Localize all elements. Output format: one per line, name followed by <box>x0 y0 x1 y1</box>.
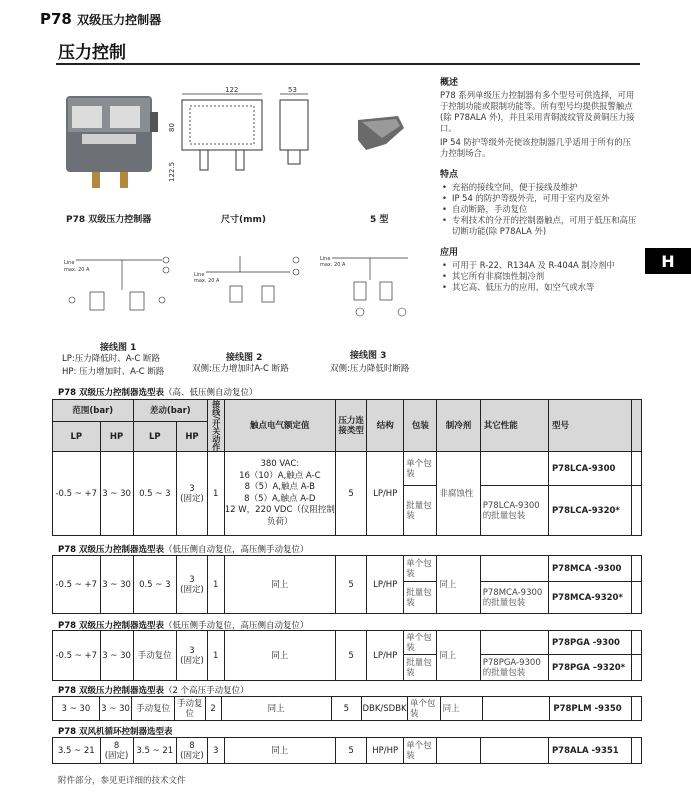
list-item: • 可用于 R-22、R134A 及 R-404A 制冷剂中 <box>440 260 638 271</box>
model-number[interactable]: P78LCA-9300 <box>548 452 631 486</box>
caption-dims: 尺寸(mm) <box>221 215 266 225</box>
svg-text:max. 20 A: max. 20 A <box>64 267 90 273</box>
svg-text:Line: Line <box>320 256 331 262</box>
wiring1-line-b: HP: 压力增加时、A-C 断路 <box>62 367 165 377</box>
col-conn: 压力连接类型 <box>336 400 367 452</box>
svg-text:Line: Line <box>64 260 75 266</box>
apps-heading: 应用 <box>440 248 459 258</box>
section-title: 压力控制 <box>58 43 126 63</box>
section-tab-h[interactable]: H <box>645 248 691 274</box>
table-row: 批量包装 P78LCA-9300 的批量包装 P78LCA-9320* <box>53 486 642 536</box>
list-item: • 专利技术的分开的控制器触点，可用于低压和高压切断功能(除 P78ALA 外) <box>440 215 638 237</box>
table-row: 批量包装 P78MCA-9300 的批量包装 P78MCA-9320* <box>53 582 642 614</box>
wiring3-line-a: 双侧:压力降低时断路 <box>330 364 410 374</box>
table-row: 批量包装 P78PGA-9300 的批量包装 P78PGA –9320* <box>53 655 642 681</box>
header-rule <box>56 63 640 65</box>
table-row: 3 ~ 30 3 ~ 30 手动复位 手动复位 2 同上 5 DBK/SDBK 单个包装 同上 P78PLM -9350 <box>53 697 642 721</box>
wiring1-line-a: LP:压力降低时、A-C 断路 <box>62 354 161 364</box>
selection-table-2 <box>52 555 642 614</box>
wiring3-title: 接线图 3 <box>350 351 387 361</box>
col-other: 其它性能 <box>480 400 548 452</box>
table5-title: P78 双风机循环控制器选型表 <box>58 727 173 737</box>
footer-note: 附件部分，参见更详细的技术文件 <box>58 776 186 786</box>
svg-text:max. 20 A: max. 20 A <box>194 278 220 284</box>
model-number[interactable]: P78MCA-9320* <box>548 582 631 614</box>
col-rating: 触点电气额定值 <box>224 400 336 452</box>
table4-title: P78 双级压力控制器选型表（2 个高压手动复位） <box>58 686 249 696</box>
selection-table-3 <box>52 630 642 681</box>
table-row: -0.5 ~ +7 3 ~ 30 手动复位 3 (固定) 1 同上 5 LP/HP 单个包装 同上 P78PGA -9300 <box>53 631 642 655</box>
wiring1-title: 接线图 1 <box>100 343 137 353</box>
type5-fitting <box>352 110 412 160</box>
svg-text:Line: Line <box>194 272 205 278</box>
caption-type5: 5 型 <box>370 215 389 225</box>
model-number[interactable]: P78ALA -9351 <box>548 738 631 764</box>
model-title: P78 双级压力控制器 <box>40 10 162 28</box>
col-range: 范围(bar) <box>53 400 134 422</box>
col-model: 型号 <box>548 400 631 452</box>
model-number[interactable]: P78MCA -9300 <box>548 556 631 582</box>
table-row: -0.5 ~ +7 3 ~ 30 0.5 ~ 3 3 (固定) 1 同上 5 LP/HP 单个包装 同上 P78MCA -9300 <box>53 556 642 582</box>
product-photo <box>62 92 162 202</box>
table-row: 3.5 ~ 21 8 (固定) 3.5 ~ 21 8 (固定) 3 同上 5 HP/HP 单个包装 P78ALA -9351 <box>53 738 642 764</box>
model-number[interactable]: P78PLM -9350 <box>550 697 631 721</box>
svg-text:max. 20 A: max. 20 A <box>320 262 346 268</box>
table2-title: P78 双级压力控制器选型表（低压侧自动复位，高压侧手动复位） <box>58 545 309 555</box>
model-number[interactable]: P78LCA-9320* <box>548 486 631 536</box>
wiring-diagram-2 <box>190 250 310 310</box>
features-heading: 特点 <box>440 170 459 180</box>
model-number[interactable]: P78PGA -9300 <box>548 631 631 655</box>
dim-depth: 53 <box>288 86 297 94</box>
dim-width: 122 <box>225 86 239 94</box>
caption-product: P78 双级压力控制器 <box>66 215 152 225</box>
overview-heading: 概述 <box>440 78 459 88</box>
col-wiring: 接线/开关动作 <box>207 400 224 452</box>
table1-title: P78 双级压力控制器选型表（高、低压侧自动复位） <box>58 388 258 398</box>
wiring2-line-a: 双侧:压力增加时A-C 断路 <box>192 364 289 374</box>
apps-list <box>440 260 638 293</box>
wiring-diagram-3 <box>318 250 423 325</box>
selection-table-5 <box>52 737 642 764</box>
col-diff: 差动(bar) <box>133 400 207 422</box>
list-item: • 充裕的接线空间，便于接线及维护 <box>440 182 638 193</box>
col-refr: 制冷剂 <box>437 400 480 452</box>
wiring2-title: 接线图 2 <box>226 353 263 363</box>
col-pack: 包装 <box>404 400 437 452</box>
dim-height-total: 122.5 <box>168 161 176 182</box>
overview-p2: IP 54 防护等级外壳使该控制器几乎适用于所有的压力控制场合。 <box>440 137 631 158</box>
list-item: • IP 54 的防护等级外壳，可用于室内及室外 <box>440 193 638 204</box>
overview-p1: P78 系列单级压力控制器有多个型号可供选择，可用于控制功能或限制功能等。所有型号均提供报警触点(除 P78ALA 外)，并且采用青铜波纹管及黄铜压力接口。 <box>440 90 635 133</box>
dimension-drawing <box>170 86 320 206</box>
dim-height: 80 <box>168 123 176 132</box>
table3-title: P78 双级压力控制器选型表（低压侧手动复位，高压侧自动复位） <box>58 621 309 631</box>
selection-table-4 <box>52 696 642 721</box>
selection-table-1: 范围(bar) 差动(bar) 接线/开关动作 触点电气额定值 压力连接类型 结构 包装 制冷剂 其它性能 型号 LP HP LP HP -0.5 ~ +7 3 ~ 30 0.5 ~ 3 3 (固定) 1 380 VAC: 16（10）A,触点 A-C 8（5）A,触点 A-B 8（5）A,触点 A-D 12 W，220 VDC（仪阻控制负荷） 5 LP/HP 单个包装 非腐蚀性 P78LCA-9300 批量包装 P78LCA-9300 的批量包装 P78LCA-9320* <box>52 399 642 536</box>
wiring-diagram-1 <box>62 250 177 320</box>
list-item: • 其它所有非腐蚀性制冷剂 <box>440 271 638 282</box>
list-item: • 自动断路，手动复位 <box>440 204 638 215</box>
list-item: • 其它高、低压力的应用，如空气或水等 <box>440 282 638 293</box>
side-panel <box>440 72 638 293</box>
model-number[interactable]: P78PGA –9320* <box>548 655 631 681</box>
col-struct: 结构 <box>367 400 404 452</box>
table-row: -0.5 ~ +7 3 ~ 30 0.5 ~ 3 3 (固定) 1 380 VAC: 16（10）A,触点 A-C 8（5）A,触点 A-B 8（5）A,触点 A-D 12 W，220 VDC（仪阻控制负荷） 5 LP/HP 单个包装 非腐蚀性 P78LCA-9300 <box>53 452 642 486</box>
features-list <box>440 182 638 237</box>
